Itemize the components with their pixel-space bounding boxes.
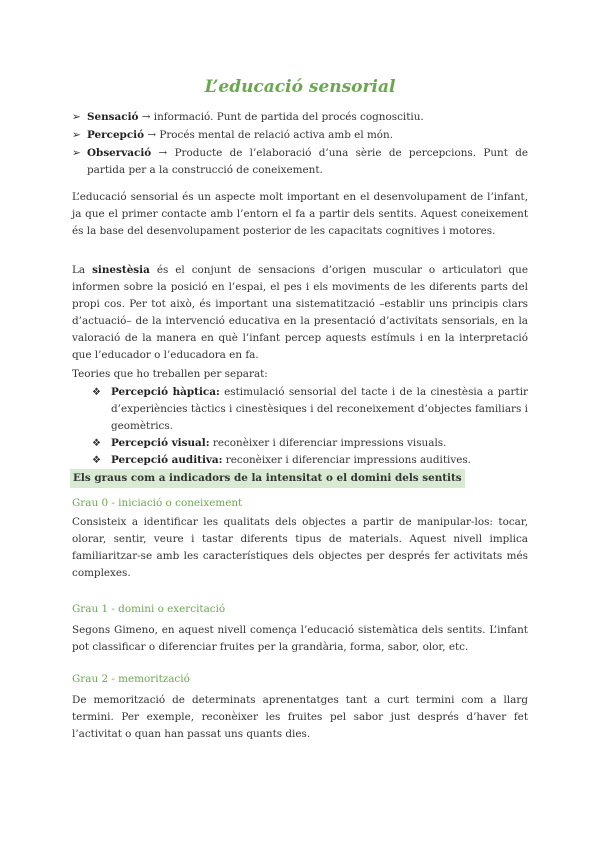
list-item-percepcio bbox=[72, 127, 528, 144]
definition-text: informació. Punt de partida del procés cognoscitiu. bbox=[153, 111, 424, 123]
definition-text: Producte de l’elaboració d’una sèrie de percepcions. Punt de partida per a la construcció de coneixement. bbox=[87, 147, 529, 176]
grade-heading: Grau 0 - iniciació o coneixement bbox=[72, 497, 243, 509]
diamond-bullet-icon: ❖ bbox=[92, 387, 101, 398]
section-heading: Els graus com a indicadors de la intensitat o el domini dels sentits bbox=[70, 469, 465, 488]
arrow-bullet-icon: ➢ bbox=[72, 111, 81, 123]
term: Percepció hàptica: bbox=[111, 386, 220, 398]
list-item-visual bbox=[92, 435, 528, 452]
diamond-bullet-icon: ❖ bbox=[92, 438, 101, 449]
sinestesia-paragraph bbox=[72, 262, 528, 364]
term: Sensació bbox=[87, 111, 139, 123]
paragraph-lead: La bbox=[72, 264, 93, 276]
intro-paragraph: L’educació sensorial és un aspecte molt important en el desenvolupament de l’infant, ja que el primer contacte amb l’entorn el fa a partir dels sentits. Aquest coneixement és la base del desenvolupament posterior de les capacitats cognitives i motores. bbox=[72, 191, 528, 237]
definition-text: reconèixer i diferenciar impressions auditives. bbox=[222, 454, 471, 466]
arrow-bullet-icon: ➢ bbox=[72, 129, 81, 141]
arrow-icon: → bbox=[138, 111, 154, 123]
term: Observació bbox=[87, 147, 152, 159]
definition-text: estimulació sensorial del tacte i de la cinestèsia a partir d’experiències tàctics i cinestèsiques i del reconeixement d’objectes familiars i geomètrics. bbox=[111, 386, 528, 432]
term: Percepció bbox=[87, 129, 145, 141]
arrow-bullet-icon: ➢ bbox=[72, 147, 81, 159]
list-item-haptica bbox=[92, 384, 528, 435]
term: Percepció auditiva: bbox=[111, 454, 223, 466]
term: sinestèsia bbox=[92, 264, 150, 276]
paragraph-text: és el conjunt de sensacions d’origen muscular o articulatori que informen sobre la posició en l’espai, el pes i els moviments de les diferents parts del propi cos. Per tot això, és important una sistematització –establir uns principis clars d’actuació– de la intervenció educativa en la presentació d’activitats sensorials, en la valoració de la manera en què l’infant percep aquests estímuls i en la interpretació que l’educador o l’educadora en fa. bbox=[72, 264, 529, 361]
list-item-auditiva bbox=[92, 452, 528, 469]
definition-text: reconèixer i diferenciar impressions visuals. bbox=[209, 437, 447, 449]
theories-intro: Teories que ho treballen per separat: bbox=[72, 368, 268, 380]
term: Percepció visual: bbox=[111, 437, 210, 449]
grade-heading: Grau 1 - domini o exercitació bbox=[72, 603, 226, 615]
page-title: L’educació sensorial bbox=[204, 77, 396, 97]
arrow-icon: → bbox=[144, 129, 160, 141]
definition-text: Procés mental de relació activa amb el món. bbox=[159, 129, 394, 141]
grade-paragraph: De memorització de determinats aprenentatges tant a curt termini com a llarg termini. Per exemple, reconèixer les fruites pel sabor just després d’haver fet l’activitat o quan han passat uns quants dies. bbox=[72, 694, 528, 740]
list-item-observacio bbox=[72, 145, 528, 179]
list-item-sensacio bbox=[72, 109, 528, 126]
theories-list bbox=[92, 384, 528, 469]
arrow-icon: → bbox=[151, 147, 175, 159]
definitions-list bbox=[72, 109, 528, 180]
grade-heading: Grau 2 - memorització bbox=[72, 673, 190, 685]
grade-paragraph: Segons Gimeno, en aquest nivell comença l’educació sistemàtica dels sentits. L’infant pot classificar o diferenciar fruites per la grandària, forma, sabor, olor, etc. bbox=[72, 624, 528, 653]
grade-paragraph: Consisteix a identificar les qualitats dels objectes a partir de manipular-los: tocar, olorar, sentir, veure i tastar diferents tipus de materials. Aquest nivell implica familiaritzar-se amb les característiques dels objectes per després fer activitats més complexes. bbox=[72, 516, 528, 579]
diamond-bullet-icon: ❖ bbox=[92, 455, 101, 466]
